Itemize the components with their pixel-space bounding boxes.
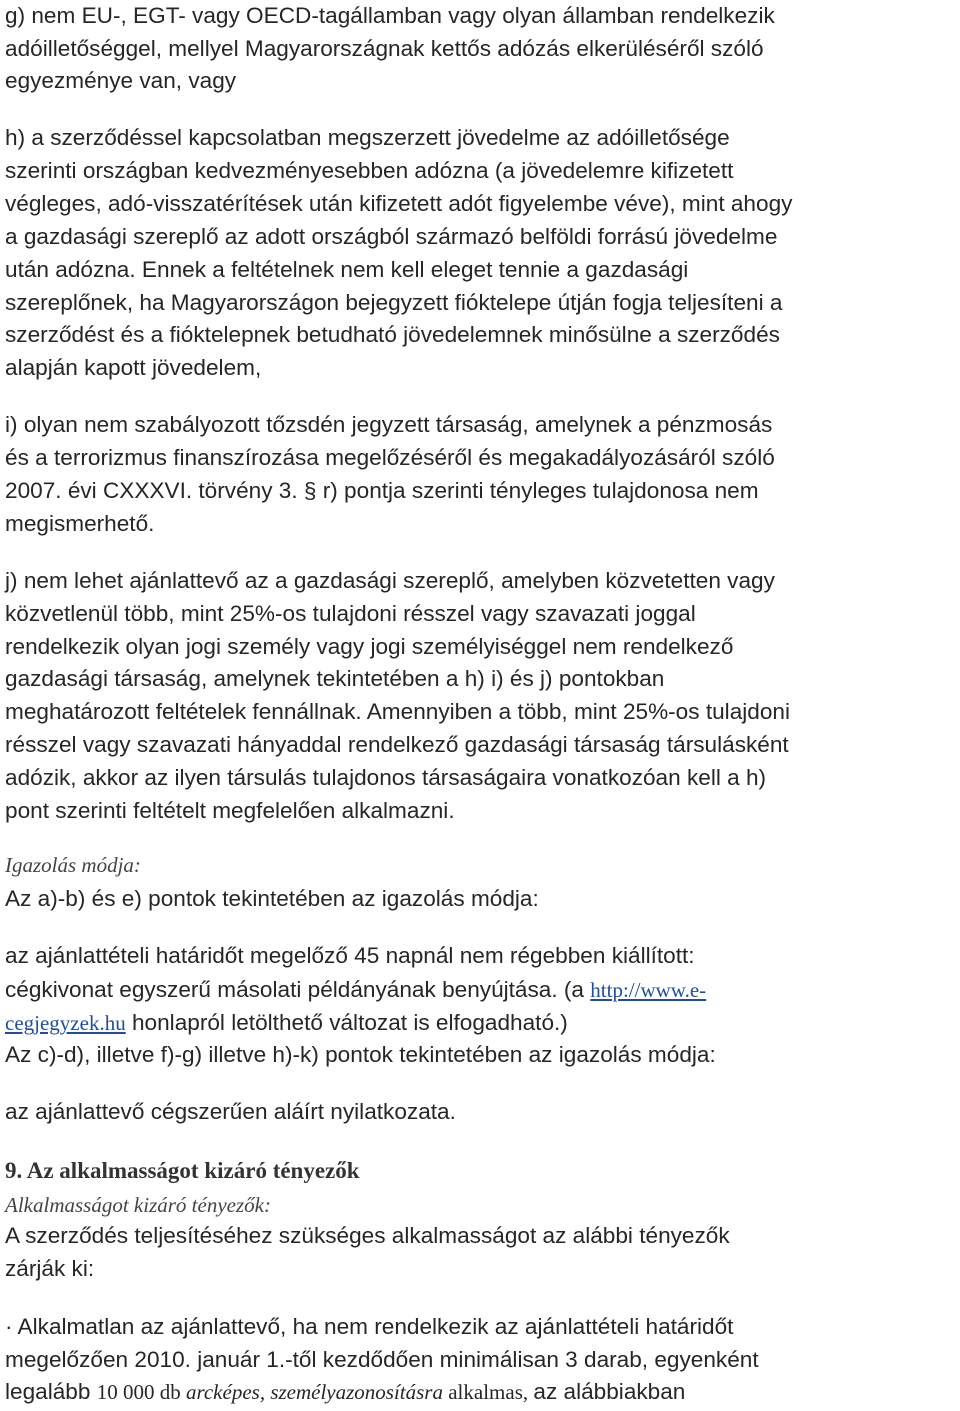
para-j-line: adózik, akkor az ilyen társulás tulajdonos társaságaira vonatkozóan kell a h) — [5, 765, 767, 790]
para-j-line: gazdasági társaság, amelynek tekintetében a h) i) és j) pontokban — [5, 666, 665, 691]
para-h-line: után adózna. Ennek a feltételnek nem kell eleget tennie a gazdasági — [5, 257, 689, 282]
section-9-intro: A szerződés teljesítéséhez szükséges alkalmasságot az alábbi tényezők — [5, 1223, 730, 1248]
para-i-line: megismerhető. — [5, 511, 155, 536]
para-h-line: végleges, adó-visszatérítések után kifizetett adót figyelembe véve), mint ahogy — [5, 191, 793, 216]
para-h-line: h) a szerződéssel kapcsolatban megszerzett jövedelme az adóilletősége — [5, 125, 730, 150]
para-g-line: egyezménye van, vagy — [5, 68, 237, 93]
bullet-line — [5, 1377, 685, 1407]
section-9-heading: 9. Az alkalmasságot kizáró tényezők — [5, 1158, 360, 1183]
para-i-line: 2007. évi CXXXVI. törvény 3. § r) pontja szerinti tényleges tulajdonosa nem — [5, 478, 759, 503]
igazolas-text: cégkivonat egyszerű másolati példányának benyújtása. (a — [5, 977, 591, 1002]
igazolas-text: honlapról letölthető változat is elfogadható.) — [125, 1010, 568, 1035]
igazolas-line: Az a)-b) és e) pontok tekintetében az igazolás módja: — [5, 886, 539, 911]
para-j-line: pont szerinti feltételt megfelelően alkalmazni. — [5, 798, 455, 823]
para-j-line: meghatározott feltételek fennállnak. Amennyiben a több, mint 25%-os tulajdoni — [5, 699, 790, 724]
section-9-subheading: Alkalmasságot kizáró tényezők: — [5, 1193, 271, 1217]
para-h-line: szereplőnek, ha Magyarországon bejegyzett fióktelepe útján fogja teljesíteni a — [5, 290, 783, 315]
para-j-line: rendelkezik olyan jogi személy vagy jogi személyiséggel nem rendelkező — [5, 634, 734, 659]
section-9-intro: zárják ki: — [5, 1256, 95, 1281]
para-i-line: i) olyan nem szabályozott tőzsdén jegyzett társaság, amelynek a pénzmosás — [5, 412, 773, 437]
igazolas-heading: Igazolás módja: — [5, 853, 141, 877]
para-j-line: j) nem lehet ajánlattevő az a gazdasági szereplő, amelyben közvetetten vagy — [5, 568, 775, 593]
cegjegyzek-link[interactable]: cegjegyzek.hu — [5, 1011, 126, 1035]
bullet-text: 10 000 db — [96, 1380, 186, 1404]
para-j-line: résszel vagy szavazati hányaddal rendelkező gazdasági társaság társulásként — [5, 732, 789, 757]
para-h-line: szerinti országban kedvezményesebben adózna (a jövedelemre kifizetett — [5, 158, 734, 183]
igazolas-line: az ajánlattételi határidőt megelőző 45 napnál nem régebben kiállított: — [5, 943, 695, 968]
bullet-text: alkalmas, — [442, 1380, 534, 1404]
para-h-line: a gazdasági szereplő az adott országból származó belföldi forrású jövedelme — [5, 224, 778, 249]
para-h-line: alapján kapott jövedelem, — [5, 355, 262, 380]
igazolas-line: Az c)-d), illetve f)-g) illetve h)-k) pontok tekintetében az igazolás módja: — [5, 1042, 716, 1067]
igazolas-line — [5, 975, 706, 1005]
para-g-line: g) nem EU-, EGT- vagy OECD-tagállamban vagy olyan államban rendelkezik — [5, 3, 775, 28]
para-j-line: közvetlenül több, mint 25%-os tulajdoni résszel vagy szavazati joggal — [5, 601, 696, 626]
para-g-line: adóilletőséggel, mellyel Magyarországnak kettős adózás elkerüléséről szóló — [5, 36, 764, 61]
bullet-line: · Alkalmatlan az ajánlattevő, ha nem rendelkezik az ajánlattételi határidőt — [5, 1314, 734, 1339]
bullet-text: az alábbiakban — [533, 1379, 686, 1404]
cegjegyzek-link[interactable]: http://www.e- — [590, 978, 707, 1002]
para-h-line: szerződést és a fióktelepnek betudható jövedelemnek minősülne a szerződés — [5, 322, 780, 347]
para-i-line: és a terrorizmus finanszírozása megelőzéséről és megakadályozásáról szóló — [5, 445, 775, 470]
igazolas-line: az ajánlattevő cégszerűen aláírt nyilatkozata. — [5, 1099, 456, 1124]
bullet-text: legalább — [5, 1379, 97, 1404]
bullet-line: megelőzően 2010. január 1.-től kezdődően minimálisan 3 darab, egyenként — [5, 1347, 759, 1372]
bullet-text: arcképes, személyazonosításra — [185, 1380, 443, 1404]
igazolas-line — [5, 1008, 568, 1038]
